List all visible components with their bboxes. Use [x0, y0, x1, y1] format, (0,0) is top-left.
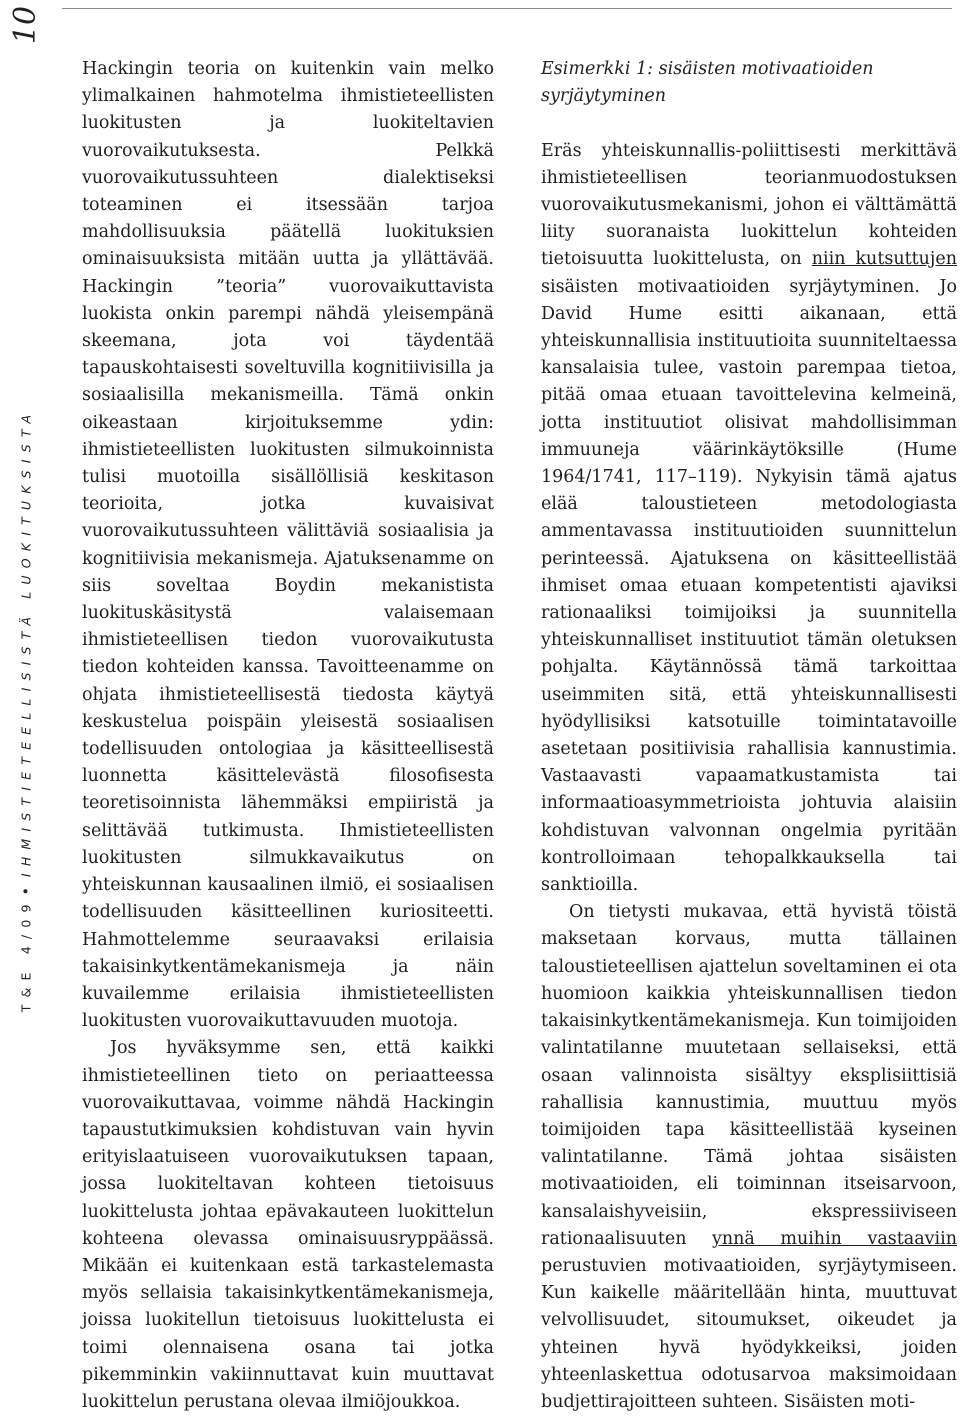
paragraph: Jos hyväksymme sen, että kaikki ihmistieteellinen tieto on periaatteessa vuorovaikuttavaa, voimme nähdä Hackingin tapaustutkimuksien kohdistuvan vain hyvin erityislaatuiseen vuorovaikutuksen tapaan, jossa luokiteltavan kohteen tietoisuus luokittelusta johtaa epävakauteen luokittelun kohteena olevassa ominaisuusryppäässä. Mikään ei kuitenkaan estä tarkastelemasta myös sellaisia takaisinkytkentämekanismeja, joissa luokitellun tietoisuus luokittelusta ei toimi olennaisena osana tai jotka pikemminkin vakiinnuttavat kuin muuttavat luokittelun perustana olevaa ilmiöjoukkoa.: [82, 1038, 494, 1412]
text-segment: perustuvien motivaatioiden, syrjäytymiseen. Kun kaikelle määritellään hinta, muuttuvat velvollisuudet, sitoumukset, oikeudet ja yhteinen hyvä hyödykkeiksi, joiden yhteenlaskettua odotusarvoa maksimoidaan budjettirajoitteen suhteen. Sisäisten moti-: [541, 1255, 957, 1412]
page-number: 10: [7, 5, 43, 45]
paragraph: [541, 138, 957, 900]
example-heading: Esimerkki 1: sisäisten motivaatioiden syrjäytyminen: [541, 59, 874, 107]
left-column: [82, 56, 494, 1416]
bullet-separator-icon: •: [18, 887, 35, 896]
text-segment: sisäisten motivaatioiden syrjäytyminen. Jo David Hume esitti aikanaan, että yhteiskunnallisia instituutioita suunniteltaessa kansalaisia tulee, vastoin parempaa tietoa, pitää omaa etuaan tavoittelevina kelmeinä, jotta instituutiot olisivat mahdollisimman immuuneja väärinkäytöksille (Hume 1964/1741, 117–119). Nykyisin tämä ajatus elää taloustieteen metodologiasta ammentavassa instituutioiden suunnittelun perinteessä. Ajatuksena on käsitteellistää ihmiset omaa etuaan kompetentisti ajaviksi rationaaliksi toimijoiksi ja suunnitella yhteiskunnalliset instituutiot tämän oletuksen pohjalta. Käytännössä tämä tarkoittaa useimmiten sitä, että yhteiskunnallisesti hyödyllisiksi katsotuille toimintatavoille asetetaan positiivisia rahallisia kannustimia. Vastaavasti vapaamatkustamista tai informaatioasymmetrioista johtuvia alaisiin kohdistuvan valvonnan ongelmia pyritään kontrolloimaan tehopalkkauksella tai sanktioilla.: [541, 276, 957, 896]
right-column: [541, 56, 957, 1416]
text-segment: On tietysti mukavaa, että hyvistä töistä maksetaan korvaus, mutta tällainen taloustieteellisen ajattelun soveltaminen ei ota huomioon kaikkia yhteiskunnallisen tiedon takaisinkytkentämekanismeja. Kun toimijoiden valintatilanne muutetaan sellaiseksi, että osaan valinnoista sisältyy eksplisiittisiä rahallisia kannustimia, muuttuu myös toimijoiden tapa käsitteellistää kyseinen valintatilanne. Tämä johtaa sisäisten motivaatioiden, eli toiminnan itseisarvoon, kansalaishyveisiin, ekspressiiviseen rationaalisuuten: [541, 902, 957, 1249]
section-title: IHMISTIETEELLISISTÄ LUOKITUKSISTA: [18, 407, 34, 878]
underlined-link[interactable]: ynnä muihin vastaaviin: [711, 1228, 957, 1249]
journal-issue: T&E 4/09: [18, 897, 34, 1013]
paragraph: [541, 899, 957, 1416]
underlined-link[interactable]: niin kutsuttujen: [811, 249, 957, 270]
running-head: [6, 407, 46, 1013]
paragraph: Hackingin teoria on kuitenkin vain melko ylimalkainen hahmotelma ihmistieteellisten luokitusten ja luokiteltavien vuorovaikutuksesta. Pelkkä vuorovaikutussuhteen dialektiseksi toteaminen ei itsessään tarjoa mahdollisuuksia päätellä luokituksien ominaisuuksista mitään uutta ja yllättävää. Hackingin ”teoria” vuorovaikuttavista luokista onkin parempi nähdä yleisempänä skeemana, jota voi täydentää tapauskohtaisesti soveltuvilla kognitiivisilla ja sosiaalisilla mekanismeilla. Tämä onkin oikeastaan kirjoituksemme ydin: ihmistieteellisten luokitusten silmukoinnista tulisi muotoilla sisällöllisiä keskitason teorioita, jotka kuvaisivat vuorovaikutussuhteen välittäviä sosiaalisia ja kognitiivisia mekanismeja. Ajatuksenamme on siis soveltaa Boydin mekanistista luokituskäsitystä valaisemaan ihmistieteellisen tiedon vuorovaikutusta tiedon kohteiden kanssa. Tavoitteenamme on ohjata ihmistieteellisestä tiedosta käytyä keskustelua poispäin yleisestä sosiaalisen todellisuuden ontologiaa ja käsitteellisestä luonnetta käsittelevästä filosofisesta teoretisoinnista lähemmäksi empiiristä ja selittävää tutkimusta. Ihmistieteellisten luokitusten silmukkavaikutus on yhteiskunnan kausaalinen ilmiö, ei sosiaalisen todellisuuden käsitteellinen kuriositeetti. Hahmottelemme seuraavaksi erilaisia takaisinkytkentämekanismeja ja näin kuvailemme erilaisia ihmistieteellisten luokitusten vuorovaikuttavuuden muotoja.: [82, 59, 494, 1032]
text-segment: Eräs yhteiskunnallis-poliittisesti merkittävä ihmistieteellisen teorianmuodostuksen vuorovaikutusmekanismi, johon ei välttämättä liity suoranaista luokittelun kohteiden tietoisuutta luokittelusta, on: [541, 140, 957, 270]
top-rule: [62, 8, 952, 9]
